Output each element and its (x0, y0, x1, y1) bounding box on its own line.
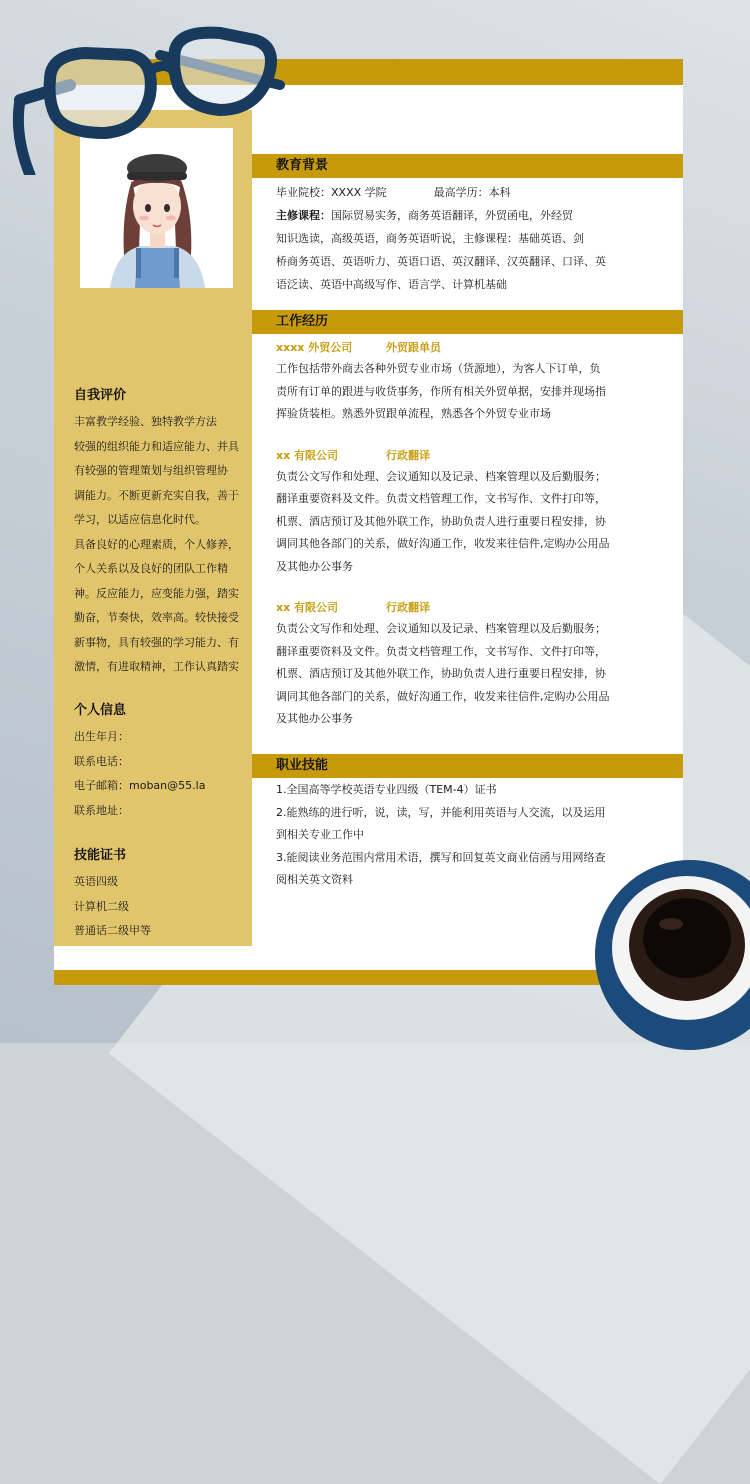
education-title: 教育背景 (252, 154, 683, 178)
self-evaluation-line: 调能力。不断更新充实自我，善于 (74, 488, 239, 502)
work-title: 工作经历 (252, 310, 683, 334)
skill-line: 2.能熟练的进行听，说，读，写，并能利用英语与人交流，以及运用 (276, 805, 606, 819)
job-description-line: 调同其他各部门的关系，做好沟通工作，收发来往信件,定购办公用品 (276, 689, 610, 703)
personal-info-title: 个人信息 (74, 703, 127, 718)
job-description-line: 负责公文写作和处理、会议通知以及记录、档案管理以及后勤服务； (276, 469, 606, 483)
self-evaluation-title: 自我评价 (74, 388, 127, 403)
self-evaluation-line: 新事物，具有较强的学习能力、有 (74, 635, 239, 649)
job-company: xxxx 外贸公司 (276, 341, 353, 354)
job-header (276, 446, 669, 466)
job-description-line: 及其他办公事务 (276, 712, 353, 725)
certificates-title: 技能证书 (74, 848, 127, 863)
school: 毕业院校：XXXX 学院 (276, 186, 387, 199)
glasses-icon (10, 15, 290, 175)
certificate-item: 普通话二级甲等 (74, 924, 151, 937)
skill-line: 阅相关英文资料 (276, 873, 353, 886)
job-description-line: 挥验货装柜。熟悉外贸跟单流程，熟悉各个外贸专业市场 (276, 407, 551, 420)
job-description-line: 及其他办公事务 (276, 559, 353, 573)
self-evaluation-line: 丰富教学经验、独特教学方法 (74, 415, 217, 428)
job-position: 外贸跟单员 (386, 341, 441, 354)
course-line: 知识选读，高级英语，商务英语听说，主修课程：基础英语、剑 (276, 232, 584, 245)
personal-info-line: 出生年月： (74, 730, 129, 743)
job-header (276, 598, 669, 618)
skill-line: 3.能阅读业务范围内常用术语，撰写和回复英文商业信函与用网络查 (276, 850, 606, 864)
course-label: 主修课程： (276, 209, 331, 222)
personal-info-section (74, 702, 246, 823)
personal-info-line: 电子邮箱：moban@55.la (74, 779, 206, 792)
course-line (276, 204, 669, 227)
job-company: xx 有限公司 (276, 448, 339, 462)
self-evaluation-line: 具备良好的心理素质，个人修养， (74, 537, 239, 551)
self-evaluation-line: 较强的组织能力和适应能力、并具 (74, 439, 239, 453)
self-evaluation-line: 个人关系以及良好的团队工作精 (74, 562, 228, 575)
job-description-line: 机票、酒店预订及其他外联工作，协助负责人进行重要日程安排，协 (276, 514, 606, 528)
self-evaluation-line: 勤奋，节奏快，效率高。较快接受 (74, 611, 239, 624)
skill-line: 到相关专业工作中 (276, 828, 364, 841)
coffee-cup-icon (595, 820, 750, 1050)
self-evaluation-line: 有较强的管理策划与组织管理协 (74, 464, 228, 477)
job-description-line: 机票、酒店预订及其他外联工作，协助负责人进行重要日程安排，协 (276, 667, 606, 680)
skills-title: 职业技能 (252, 754, 683, 778)
job-description-line: 调同其他各部门的关系，做好沟通工作，收发来往信件,定购办公用品 (276, 537, 610, 550)
self-evaluation-section (74, 387, 246, 680)
certificates-section (74, 847, 246, 944)
skill-line: 1.全国高等学校英语专业四级（TEM-4）证书 (276, 783, 497, 796)
personal-info-line: 联系电话： (74, 754, 129, 768)
personal-info-line: 联系地址： (74, 803, 129, 817)
self-evaluation-line: 激情，有进取精神，工作认真踏实 (74, 660, 239, 673)
course-line: 语泛读、英语中高级写作、语言学、计算机基础 (276, 278, 507, 291)
education-school-row (276, 181, 669, 204)
job-description-line: 翻译重要资料及文件。负责文档管理工作，文书写作、文件打印等， (276, 492, 606, 505)
self-evaluation-line: 学习，以适应信息化时代。 (74, 513, 206, 526)
certificate-item: 英语四级 (74, 875, 118, 888)
job-description-line: 翻译重要资料及文件。负责文档管理工作，文书写作、文件打印等， (276, 644, 606, 658)
job-description-line: 负责公文写作和处理、会议通知以及记录、档案管理以及后勤服务； (276, 622, 606, 635)
bottom-accent-bar (54, 970, 683, 985)
job-position: 行政翻译 (386, 601, 430, 614)
certificate-item: 计算机二级 (74, 899, 129, 913)
job-header (276, 338, 669, 358)
sidebar (54, 110, 252, 946)
course-text: 国际贸易实务，商务英语翻译，外贸函电，外经贸 (331, 209, 573, 222)
resume-paper (54, 59, 683, 985)
job-description-line: 工作包括带外商去各种外贸专业市场（货源地），为客人下订单，负 (276, 362, 601, 375)
job-position: 行政翻译 (386, 448, 430, 462)
self-evaluation-line: 神。反应能力，应变能力强，踏实 (74, 586, 239, 600)
degree: 最高学历：本科 (433, 186, 511, 199)
education-section (252, 154, 683, 296)
job-description-line: 责所有订单的跟进与收货事务，作所有相关外贸单据，安排并现场指 (276, 384, 606, 398)
course-line: 桥商务英语、英语听力、英语口语、英汉翻译、汉英翻译、口译、英 (276, 255, 606, 268)
work-section (252, 310, 683, 731)
job-company: xx 有限公司 (276, 601, 339, 614)
